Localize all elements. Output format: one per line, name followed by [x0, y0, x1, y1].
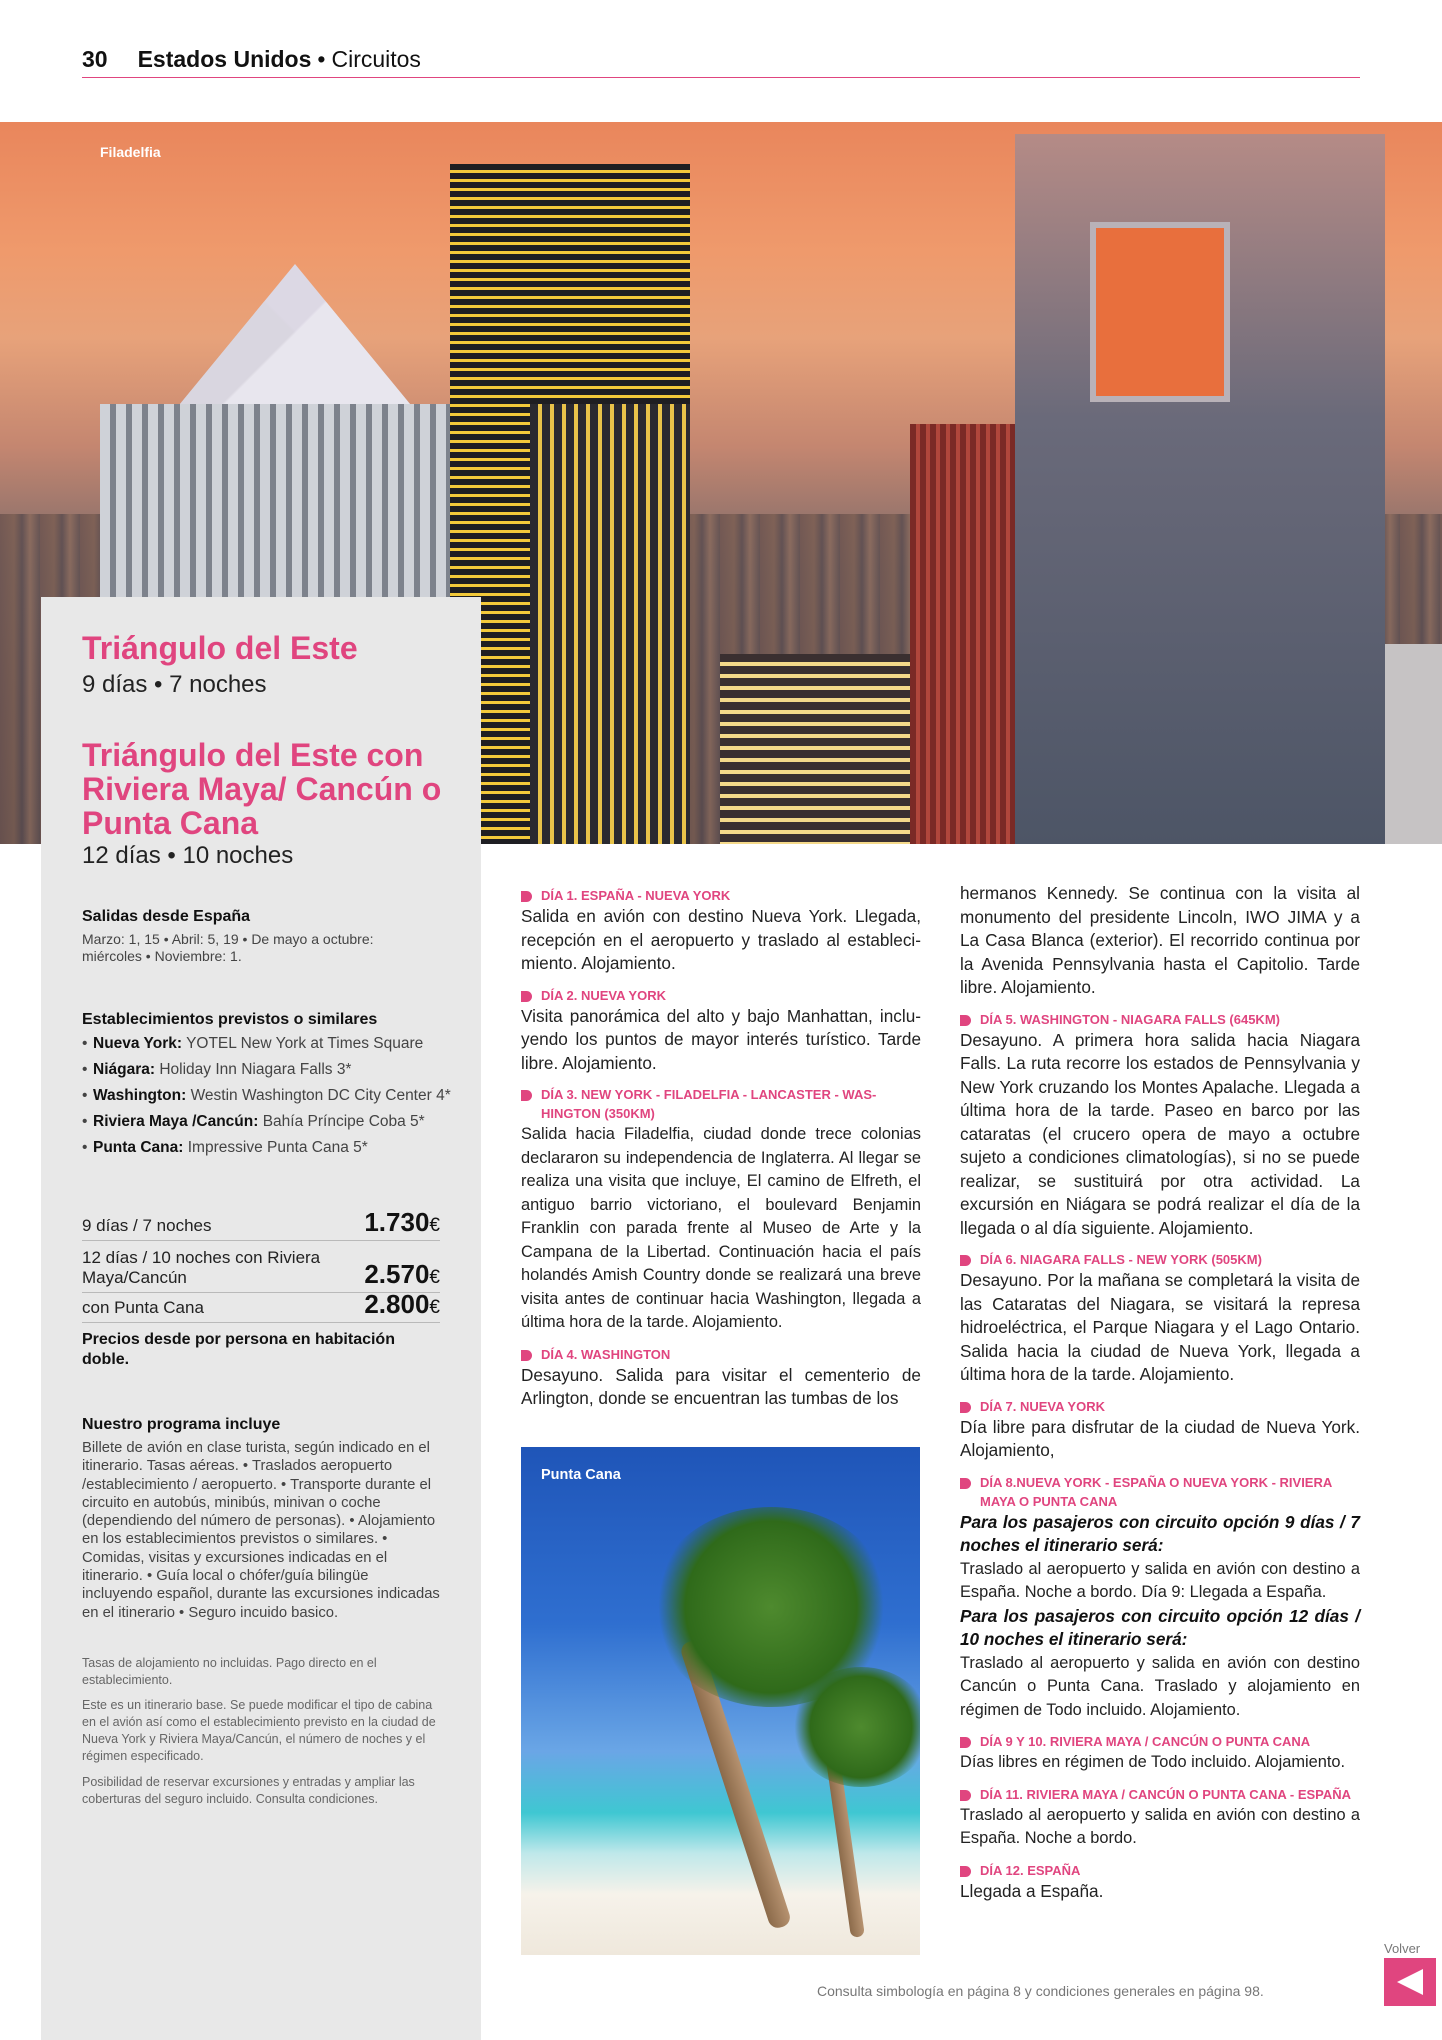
- includes-heading: Nuestro programa incluye: [82, 1416, 281, 1433]
- price-row: [82, 1289, 440, 1323]
- section-separator: •: [317, 46, 326, 72]
- info-panel: [41, 597, 481, 2040]
- hotel-city: Washington:: [93, 1087, 187, 1104]
- hotel-name: YOTEL New York at Times Square: [186, 1035, 424, 1052]
- back-button[interactable]: [1384, 1958, 1436, 2006]
- hotels-heading: Establecimientos previstos o similares: [82, 1011, 378, 1028]
- day-text: Desayuno. A primera hora salida hacia Niagara Falls. La ruta recorre los estados de Pennsylvania y New York cruzando los Montes Apalache. Llegada a última hora de la tarde. Paseo en barco por las cataratas (el crucero opera de mayo a octubre sujeto a condiciones climatologías), si no se puede realizar, se sustituirá por otra actividad. La excursión en Niágara se podrá realizar el día de la llegada o al día siguiente. Alojamiento.: [960, 1029, 1360, 1238]
- price-currency: €: [429, 1215, 440, 1236]
- building-lit-block: [720, 654, 910, 844]
- hotel-city: Punta Cana:: [93, 1139, 184, 1156]
- day-text: Llegada a España.: [960, 1880, 1104, 1901]
- day-heading: DÍA 6. NIAGARA FALLS - NEW YORK (505KM): [960, 1250, 1360, 1269]
- day-heading: DÍA 7. NUEVA YORK: [960, 1397, 1360, 1416]
- price-label: con Punta Cana: [82, 1298, 204, 1317]
- punta-cana-caption: Punta Cana: [541, 1467, 621, 1483]
- price-label: 12 días / 10 noches con Riviera Maya/Cancún: [82, 1248, 321, 1287]
- day-text: Salida en avión con destino Nueva York. Llegada, recepción en el aeropuerto y traslado al establecimiento. Alojamiento.: [521, 906, 921, 973]
- price-currency: €: [429, 1267, 440, 1288]
- fine-print-excursions: Posibilidad de reservar excursiones y entradas y ampliar las coberturas del seguro incluido. Consulta condiciones.: [82, 1775, 415, 1806]
- includes-text: Billete de avión en clase turista, según indicado en el itinerario. Tasas aéreas. • Traslados aeropuerto /establecimiento / aeropuerto. • Transporte durante el circuito en autobús, minibús, minivan o coche (dependiendo del número de personas). • Alojamiento en los establecimientos previstos o similares. • Comidas, visitas y excursiones indicadas en el itinerario. • Guía local o chófer/guía bilingüe incluyendo español, durante las excursiones indicadas en el itinerario • Seguro incuido basico.: [82, 1440, 440, 1621]
- building-lit-tower: [530, 404, 690, 844]
- day-text: Traslado al aeropuerto y salida en avión con destino Cancún o Punta Cana. Traslado y alojamiento en régimen de Todo incluido. Alojamiento.: [960, 1653, 1360, 1719]
- hotel-city: Riviera Maya /Cancún:: [93, 1113, 259, 1130]
- back-label[interactable]: Volver: [1384, 1941, 1421, 1956]
- footer-note: Consulta simbología en página 8 y condiciones generales en página 98.: [817, 1983, 1264, 1999]
- hotel-city: Nueva York:: [93, 1035, 183, 1052]
- hotel-item: [82, 1086, 462, 1106]
- price-row: [82, 1241, 440, 1293]
- building-window-reflection: [1090, 222, 1230, 402]
- departures-heading: Salidas desde España: [82, 908, 251, 925]
- price-value: [364, 1207, 440, 1238]
- hotel-item: [82, 1138, 462, 1158]
- day-heading: DÍA 8.NUEVA YORK - ESPAÑA O NUEVA YORK - RIVIERA MAYA O PUNTA CANA: [960, 1473, 1360, 1511]
- day-heading: DÍA 12. ESPAÑA: [960, 1861, 1360, 1880]
- price-currency: €: [429, 1297, 440, 1318]
- price-label: 9 días / 7 noches: [82, 1216, 212, 1235]
- itinerary-column-1: [521, 882, 921, 1421]
- departures-text: Marzo: 1, 15 • Abril: 5, 19 • De mayo a octubre: miércoles • Noviembre: 1.: [82, 931, 374, 964]
- day-heading: DÍA 1. ESPAÑA - NUEVA YORK: [521, 886, 921, 905]
- price-value: [364, 1289, 440, 1320]
- price-amount: 2.800: [364, 1289, 430, 1319]
- day-heading: DÍA 11. RIVIERA MAYA / CANCÚN O PUNTA CANA - ESPAÑA: [960, 1785, 1360, 1804]
- trip-duration-2: 12 días • 10 noches: [82, 842, 294, 869]
- day-text: Traslado al aeropuerto y salida en avión con destino a España. Noche a bordo.: [960, 1805, 1360, 1847]
- trip-title-2: Triángulo del Este con Riviera Maya/ Cancún o Punta Cana: [82, 737, 442, 841]
- day-text: Traslado al aeropuerto y salida en avión con destino a España. Noche a bordo. Día 9: Llegada a España.: [960, 1559, 1360, 1601]
- hotel-name: Holiday Inn Niagara Falls 3*: [159, 1061, 352, 1078]
- day-text: Salida hacia Filadelfia, ciudad donde trece colonias declararon su independencia de Inglaterra. Al llegar se realiza una visita que incluye, El camino de Elfreth, el antiguo barrio victoriano, el boulevard Benjamin Franklin con parada frente al Museo de Arte y la Campana de la Libertad. Continuación hacia el país holandés Amish Country donde se realizará una breve visita antes de continuar hacia Washington, llegada a última hora de la tarde. Alojamiento.: [521, 1125, 921, 1331]
- day-heading: DÍA 5. WASHINGTON - NIAGARA FALLS (645KM): [960, 1010, 1360, 1029]
- hotel-city: Niágara:: [93, 1061, 156, 1078]
- fine-print-taxes: Tasas de alojamiento no incluidas. Pago directo en el establecimiento.: [82, 1656, 377, 1687]
- day-text: hermanos Kennedy. Se continua con la visita al monumento del presidente Lincoln, IWO JIMA y a La Casa Blanca (exterior). El recorrido continua por la Avenida Pennsylvania hasta el Capitolio. Tarde libre. Alojamiento.: [960, 883, 1360, 997]
- day-text: Desayuno. Salida para visitar el cementerio de Arlington, donde se encuentran las tumbas de los: [521, 1364, 921, 1408]
- price-row: [82, 1207, 440, 1241]
- back-arrow-icon: [1397, 1969, 1423, 1995]
- day-text: Visita panorámica del alto y bajo Manhattan, incluyendo los puntos de mayor interés turístico. Tarde libre. Alojamiento.: [521, 1005, 921, 1073]
- hotel-name: Bahía Príncipe Coba 5*: [262, 1113, 425, 1130]
- hotel-item: [82, 1034, 462, 1054]
- punta-cana-image: [521, 1447, 920, 1955]
- section-subtitle: Circuitos: [331, 46, 421, 72]
- day-option-heading: Para los pasajeros con circuito opción 12 días / 10 noches el itinerario será:: [960, 1605, 1360, 1649]
- price-value: [364, 1259, 440, 1290]
- hotel-item: [82, 1112, 462, 1132]
- palm-leaves-small: [791, 1667, 920, 1787]
- price-amount: 1.730: [364, 1207, 430, 1237]
- itinerary-column-2: [960, 882, 1360, 1913]
- price-amount: 2.570: [364, 1259, 430, 1289]
- hotel-name: Impressive Punta Cana 5*: [187, 1139, 368, 1156]
- hotel-item: [82, 1060, 462, 1080]
- page-number: 30: [82, 46, 108, 72]
- building-right-edge: [1385, 644, 1442, 844]
- day-heading: DÍA 2. NUEVA YORK: [521, 986, 921, 1005]
- day-text: Desayuno. Por la mañana se completará la visita de las Cataratas del Niagara, se visitará la represa hidroeléctrica, el Parque Niagara y el Lago Ontario. Salida hacia la ciudad de Nueva York, llegada a última hora de la tarde. Alojamiento.: [960, 1270, 1360, 1384]
- building-pyramid-roof: [180, 264, 410, 404]
- hotel-name: Westin Washington DC City Center 4*: [190, 1087, 451, 1104]
- day-heading: DÍA 9 Y 10. RIVIERA MAYA / CANCÚN O PUNTA CANA: [960, 1732, 1360, 1751]
- trip-duration-1: 9 días • 7 noches: [82, 671, 267, 698]
- fine-print-itinerary: Este es un itinerario base. Se puede modificar el tipo de cabina en el avión así como el establecimiento previsto en la ciudad de Nueva York y Riviera Maya/Cancún, el número de noches y el régimen especificado.: [82, 1698, 436, 1763]
- day-heading: DÍA 4. WASHINGTON: [521, 1345, 921, 1364]
- day-option-heading: Para los pasajeros con circuito opción 9 días / 7 noches el itinerario será:: [960, 1511, 1360, 1555]
- page-header: [82, 46, 1360, 78]
- trip-title-1: Triángulo del Este: [82, 630, 358, 666]
- building-red-tower: [910, 424, 1030, 844]
- day-text: Día libre para disfrutar de la ciudad de Nueva York. Alojamiento,: [960, 1416, 1360, 1460]
- hotels-list: [82, 1034, 462, 1164]
- price-note: Precios desde por persona en habitación doble.: [82, 1331, 395, 1368]
- day-text: Días libres en régimen de Todo incluido. Alojamiento.: [960, 1753, 1346, 1771]
- hero-caption: Filadelfia: [100, 144, 161, 160]
- section-title: Estados Unidos: [137, 46, 312, 72]
- day-heading: DÍA 3. NEW YORK - FILADELFIA - LANCASTER - WASHINGTON (350KM): [521, 1085, 921, 1123]
